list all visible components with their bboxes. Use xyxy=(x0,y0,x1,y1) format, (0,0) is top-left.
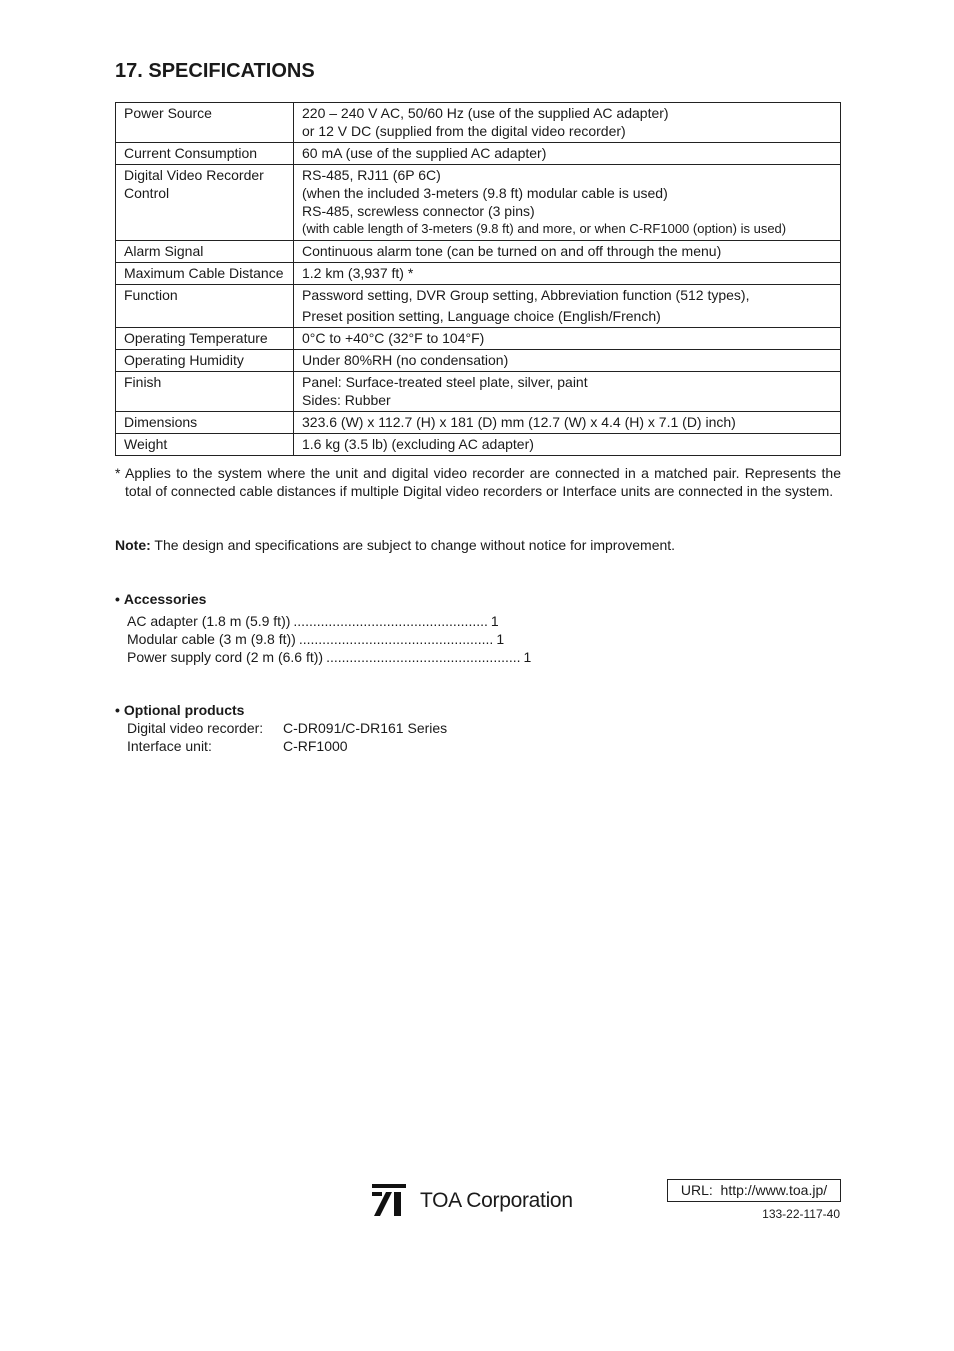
spec-value-line: 1.2 km (3,937 ft) * xyxy=(302,265,414,281)
spec-value-line: 0°C to +40°C (32°F to 104°F) xyxy=(302,330,485,346)
company-logo xyxy=(372,1184,573,1218)
spec-value-line: Sides: Rubber xyxy=(302,392,391,408)
table-row xyxy=(116,372,841,412)
accessories-list xyxy=(115,612,532,666)
table-row xyxy=(116,165,841,241)
optional-product-type: Digital video recorder: xyxy=(127,720,264,736)
footnote-text: Applies to the system where the unit and digital video recorder are connected in a matched pair. Represents the total of connected cable distances if multiple Digital video recorders or Interface units are connected in the system. xyxy=(125,465,841,499)
spec-value-line: 1.6 kg (3.5 lb) (excluding AC adapter) xyxy=(302,436,534,452)
optional-product-model: C-RF1000 xyxy=(283,738,348,754)
spec-value-line: RS-485, screwless connector (3 pins) xyxy=(302,203,535,219)
url-link[interactable]: http://www.toa.jp/ xyxy=(720,1182,828,1198)
note xyxy=(115,536,675,554)
bullet-icon: • xyxy=(115,591,120,607)
optional-products-section xyxy=(115,701,447,755)
spec-value-line: (when the included 3-meters (9.8 ft) modular cable is used) xyxy=(302,185,668,201)
accessory-name: AC adapter (1.8 m (5.9 ft)) xyxy=(127,613,291,629)
spec-value-power-source xyxy=(294,103,841,143)
accessories-heading-row xyxy=(115,590,411,608)
spec-label-max-cable-distance: Maximum Cable Distance xyxy=(116,263,294,285)
table-row xyxy=(116,103,841,143)
list-item xyxy=(127,612,499,630)
table-row xyxy=(116,328,841,350)
optional-product-type: Interface unit: xyxy=(127,738,212,754)
spec-label-alarm-signal: Alarm Signal xyxy=(116,241,294,263)
table-row xyxy=(116,434,841,456)
spec-value-dimensions xyxy=(294,412,841,434)
spec-label-operating-humidity: Operating Humidity xyxy=(116,350,294,372)
spec-label-power-source: Power Source xyxy=(116,103,294,143)
bullet-icon: • xyxy=(115,702,120,718)
list-item xyxy=(127,737,447,755)
spec-label-weight: Weight xyxy=(116,434,294,456)
accessories-section xyxy=(115,590,532,666)
spec-value-line: RS-485, RJ11 (6P 6C) xyxy=(302,167,441,183)
footnote-mark: * xyxy=(115,465,121,481)
spec-value-operating-temperature xyxy=(294,328,841,350)
spec-value-line: Under 80%RH (no condensation) xyxy=(302,352,509,368)
spec-value-line: 323.6 (W) x 112.7 (H) x 181 (D) mm (12.7 (W) x 4.4 (H) x 7.1 (D) inch) xyxy=(302,414,736,430)
spec-value-line: 220 – 240 V AC, 50/60 Hz (use of the supplied AC adapter) xyxy=(302,105,669,121)
spec-value-dvr-control xyxy=(294,165,841,241)
company-name: TOA Corporation xyxy=(420,1189,573,1212)
table-row xyxy=(116,412,841,434)
spec-label-dvr-control: Digital Video Recorder Control xyxy=(116,165,294,241)
url-label: URL: xyxy=(680,1182,713,1198)
table-row xyxy=(116,285,841,328)
spec-value-alarm-signal xyxy=(294,241,841,263)
accessories-heading: Accessories xyxy=(123,591,207,607)
spec-label-dimensions: Dimensions xyxy=(116,412,294,434)
spec-value-operating-humidity xyxy=(294,350,841,372)
spec-value-weight xyxy=(294,434,841,456)
optional-products-list xyxy=(115,719,447,755)
spec-value-function xyxy=(294,285,841,328)
accessory-quantity: 1 xyxy=(490,613,499,629)
specifications-table xyxy=(115,102,841,456)
table-row xyxy=(116,263,841,285)
note-text: The design and specifications are subject to change without notice for improvement. xyxy=(154,537,676,553)
table-row xyxy=(116,241,841,263)
spec-value-finish xyxy=(294,372,841,412)
spec-label-finish: Finish xyxy=(116,372,294,412)
table-row xyxy=(116,350,841,372)
dot-leader: .................................................. xyxy=(298,631,494,647)
dot-leader: .................................................. xyxy=(326,649,521,665)
spec-label-function: Function xyxy=(116,285,294,328)
optional-product-model: C-DR091/C-DR161 Series xyxy=(283,720,448,736)
spec-value-line: Continuous alarm tone (can be turned on and off through the menu) xyxy=(302,243,722,259)
spec-value-line: Password setting, DVR Group setting, Abbreviation function (512 types), xyxy=(302,287,750,303)
spec-value-line: or 12 V DC (supplied from the digital video recorder) xyxy=(302,123,626,139)
list-item xyxy=(127,648,532,666)
table-row xyxy=(116,143,841,165)
list-item xyxy=(127,719,447,737)
accessory-quantity: 1 xyxy=(496,631,505,647)
page-title: 17. SPECIFICATIONS xyxy=(115,60,315,82)
toa-logo-icon xyxy=(372,1184,406,1218)
footnote xyxy=(115,464,841,500)
url-box xyxy=(667,1179,841,1202)
accessory-name: Power supply cord (2 m (6.6 ft)) xyxy=(127,649,324,665)
note-label: Note: xyxy=(115,537,151,553)
document-code: 133-22-117-40 xyxy=(762,1207,840,1221)
spec-value-line: 60 mA (use of the supplied AC adapter) xyxy=(302,145,547,161)
dot-leader: .................................................. xyxy=(293,613,488,629)
accessory-quantity: 1 xyxy=(523,649,532,665)
optional-heading-row xyxy=(115,701,447,719)
accessory-name: Modular cable (3 m (9.8 ft)) xyxy=(127,631,296,647)
spec-label-operating-temperature: Operating Temperature xyxy=(116,328,294,350)
spec-value-current-consumption xyxy=(294,143,841,165)
spec-value-line: Panel: Surface-treated steel plate, silver, paint xyxy=(302,374,588,390)
optional-heading: Optional products xyxy=(123,702,245,718)
spec-value-line: (with cable length of 3-meters (9.8 ft) and more, or when C-RF1000 (option) is used) xyxy=(302,221,787,236)
list-item xyxy=(127,630,505,648)
spec-value-line: Preset position setting, Language choice (English/French) xyxy=(302,308,661,324)
spec-label-current-consumption: Current Consumption xyxy=(116,143,294,165)
spec-value-max-cable-distance xyxy=(294,263,841,285)
